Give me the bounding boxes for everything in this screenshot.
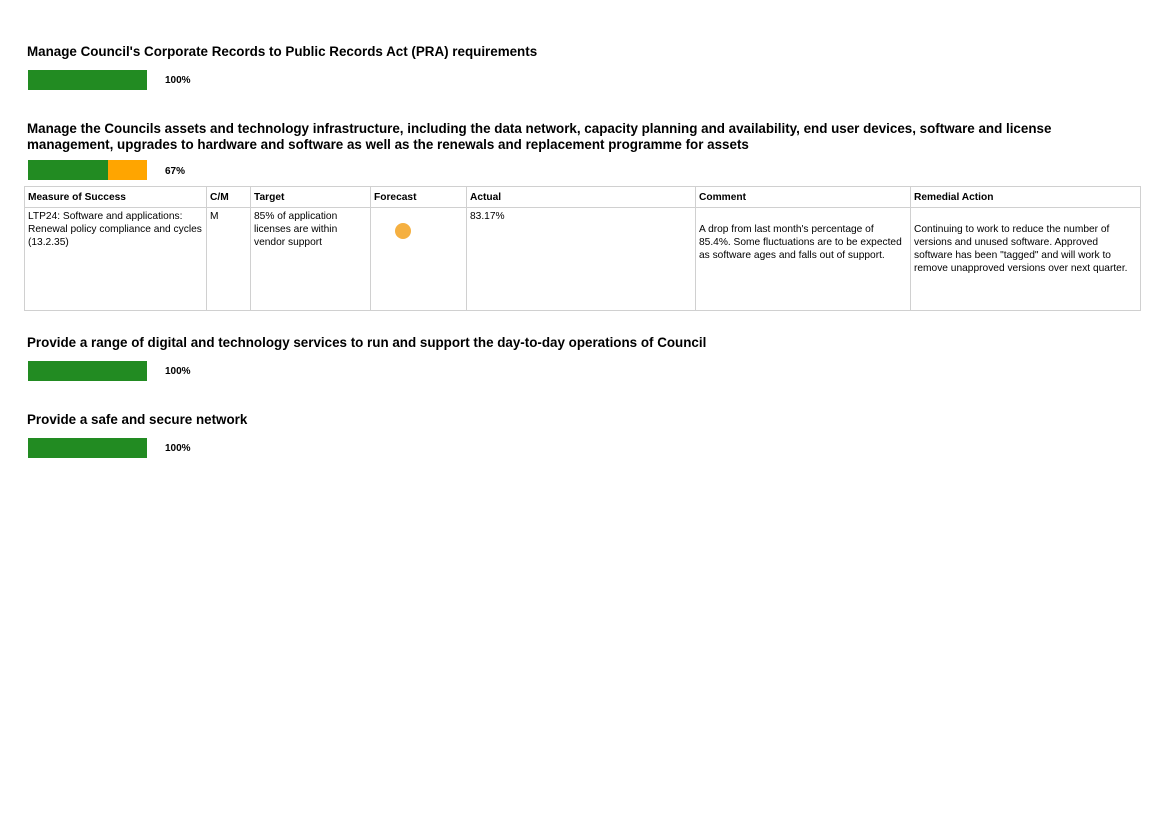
column-header: Forecast bbox=[371, 187, 467, 208]
column-header: Comment bbox=[696, 187, 911, 208]
progress-segment-achieved bbox=[28, 361, 147, 381]
progress-label: 100% bbox=[165, 366, 191, 377]
remedial-action-text: Continuing to work to reduce the number of versions and unused software. Approved software has been "tagged" and will work to remove unapproved versions over next quarter. bbox=[914, 224, 1128, 274]
progress-bar bbox=[28, 438, 147, 458]
table-row bbox=[25, 208, 1141, 311]
column-header: C/M bbox=[207, 187, 251, 208]
comment-cell bbox=[696, 208, 911, 311]
progress-bar bbox=[28, 361, 147, 381]
remedial-action-cell bbox=[911, 208, 1141, 311]
actual-cell: 83.17% bbox=[467, 208, 696, 311]
column-header: Actual bbox=[467, 187, 696, 208]
measure-cell: LTP24: Software and applications: Renewal policy compliance and cycles (13.2.35) bbox=[25, 208, 207, 311]
target-cell: 85% of application licenses are within vendor support bbox=[251, 208, 371, 311]
measures-table bbox=[24, 186, 1141, 311]
column-header: Target bbox=[251, 187, 371, 208]
column-header: Remedial Action bbox=[911, 187, 1141, 208]
forecast-status-indicator bbox=[395, 223, 411, 239]
progress-label: 67% bbox=[165, 166, 186, 177]
progress-label: 100% bbox=[165, 75, 191, 86]
progress-label: 100% bbox=[165, 443, 191, 454]
progress-segment-in-progress bbox=[108, 160, 147, 180]
cm-cell: M bbox=[207, 208, 251, 311]
progress-bar bbox=[28, 70, 147, 90]
progress-segment-achieved bbox=[28, 160, 108, 180]
progress-segment-achieved bbox=[28, 70, 147, 90]
section-title: Manage the Councils assets and technology infrastructure, including the data network, capacity planning and availability, end user devices, software and license management, upgrades to hardware and software as well as the renewals and replacement programme for assets bbox=[27, 121, 1052, 152]
forecast-cell bbox=[371, 208, 467, 311]
section-title: Manage Council's Corporate Records to Public Records Act (PRA) requirements bbox=[27, 44, 538, 59]
table-header-row bbox=[25, 187, 1141, 208]
section-title: Provide a safe and secure network bbox=[27, 412, 248, 427]
comment-text: A drop from last month's percentage of 85.4%. Some fluctuations are to be expected as software ages and falls out of support. bbox=[699, 224, 902, 261]
progress-bar bbox=[28, 160, 147, 180]
column-header: Measure of Success bbox=[25, 187, 207, 208]
section-title: Provide a range of digital and technology services to run and support the day-to-day operations of Council bbox=[27, 335, 707, 350]
progress-segment-achieved bbox=[28, 438, 147, 458]
